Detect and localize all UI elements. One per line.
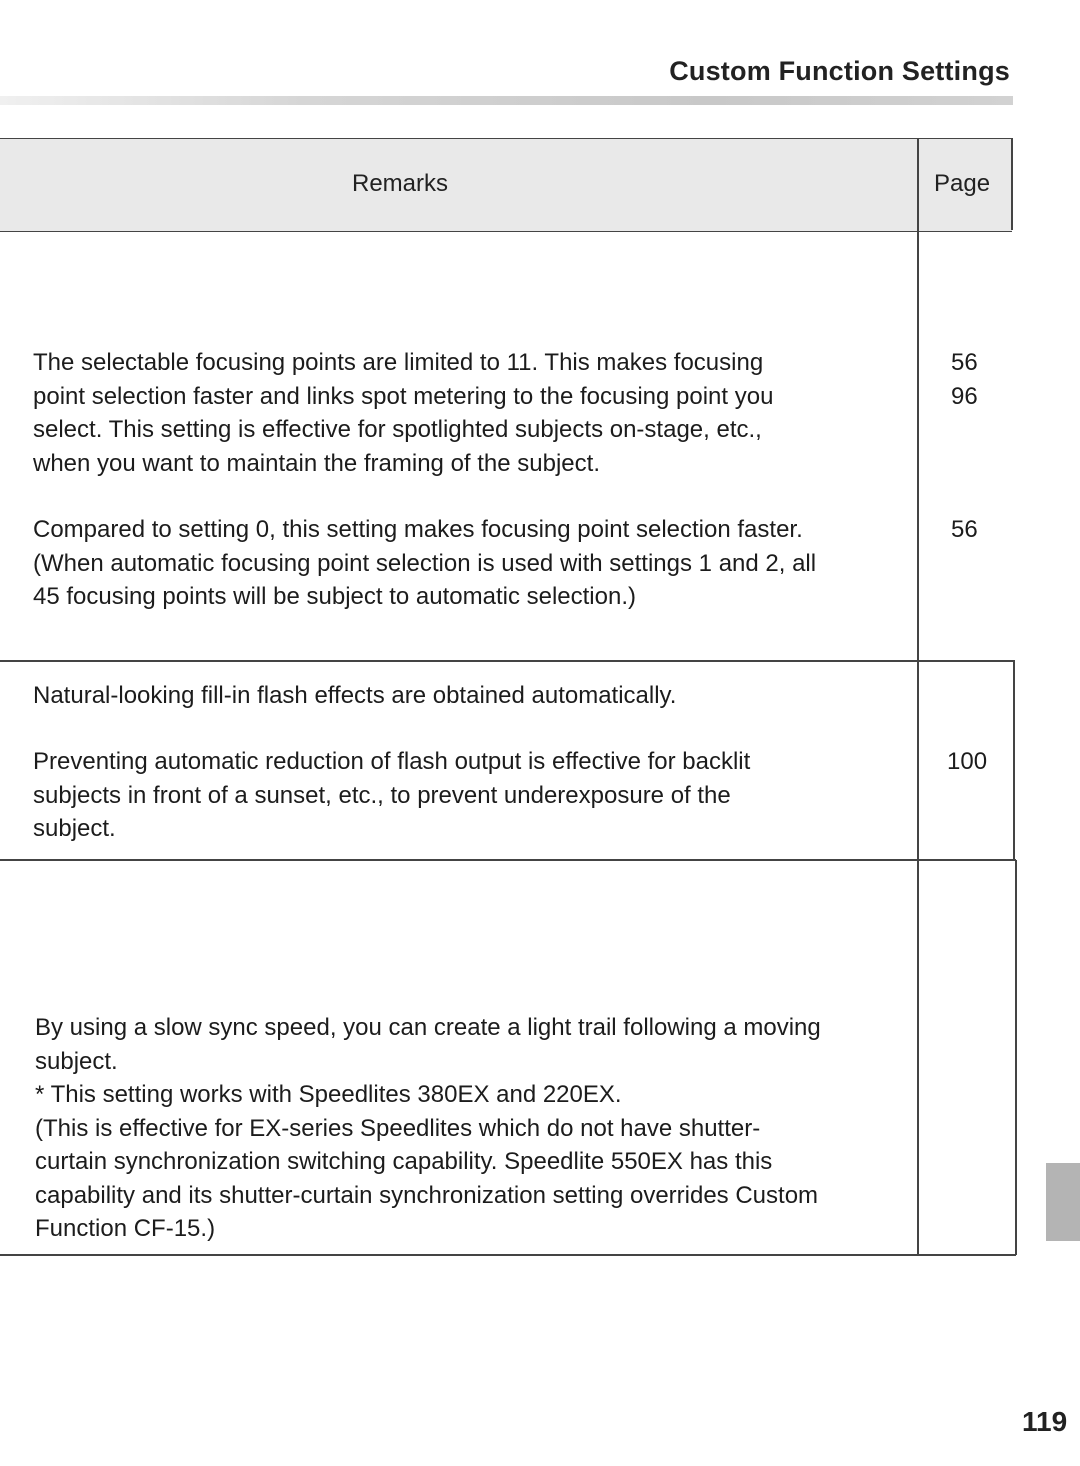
table-right-border: [1015, 860, 1017, 1255]
page-ref-value: 96: [951, 382, 978, 410]
remark-paragraph: [33, 513, 816, 614]
table-header: [0, 138, 1012, 232]
page-ref-value: 56: [951, 516, 978, 543]
page-reference: [947, 745, 987, 779]
remark-line: 45 focusing points will be subject to automatic selection.): [33, 583, 636, 610]
table-right-border: [1013, 660, 1015, 860]
remark-line: Function CF-15.): [35, 1215, 216, 1242]
remark-line: The selectable focusing points are limited to 11. This makes focusing: [33, 349, 764, 376]
page-reference: [951, 346, 978, 413]
remark-line: (When automatic focusing point selection is used with settings 1 and 2, all: [33, 549, 817, 577]
header-rule: [0, 96, 1013, 105]
remark-line: * This setting works with Speedlites 380EX and 220EX.: [35, 1081, 622, 1108]
page-reference: [951, 513, 978, 547]
remark-paragraph: [33, 346, 773, 480]
remark-line: Preventing automatic reduction of flash output is effective for backlit: [33, 748, 751, 775]
remark-paragraph: [33, 745, 750, 846]
remark-line: select. This setting is effective for spotlighted subjects on-stage, etc.,: [33, 416, 762, 443]
remark-line: point selection faster and links spot metering to the focusing point you: [33, 382, 774, 410]
remark-line: curtain synchronization switching capability. Speedlite 550EX has this: [35, 1148, 773, 1175]
remark-paragraph: [33, 679, 676, 713]
remark-line: By using a slow sync speed, you can create a light trail following a moving: [35, 1014, 821, 1041]
remark-line: (This is effective for EX-series Speedlites which do not have shutter-: [35, 1114, 761, 1142]
page-number: 119: [1022, 1406, 1068, 1437]
page-ref-value: 56: [951, 349, 978, 376]
row-divider: [0, 859, 1016, 861]
remark-line: Natural-looking fill-in flash effects are obtained automatically.: [33, 682, 677, 709]
table-bottom-border: [0, 1254, 1016, 1256]
remark-line: Compared to setting 0, this setting makes focusing point selection faster.: [33, 516, 803, 543]
column-divider: [917, 138, 919, 1255]
remark-line: subjects in front of a sunset, etc., to prevent underexposure of the: [33, 781, 731, 809]
chapter-thumb-tab: [1046, 1163, 1080, 1241]
remark-line: subject.: [33, 815, 116, 842]
remarks-column-header: Remarks: [352, 170, 449, 197]
table-right-border: [1011, 138, 1013, 230]
remark-line: subject.: [35, 1047, 118, 1075]
row-divider: [0, 660, 1014, 662]
remark-line: capability and its shutter-curtain synchronization setting overrides Custom: [35, 1181, 819, 1209]
remark-paragraph: [35, 1011, 821, 1246]
page-ref-value: 100: [947, 748, 988, 775]
section-title: Custom Function Settings: [669, 56, 1010, 86]
page-column-header: Page: [934, 170, 991, 197]
remark-line: when you want to maintain the framing of the subject.: [33, 449, 600, 477]
